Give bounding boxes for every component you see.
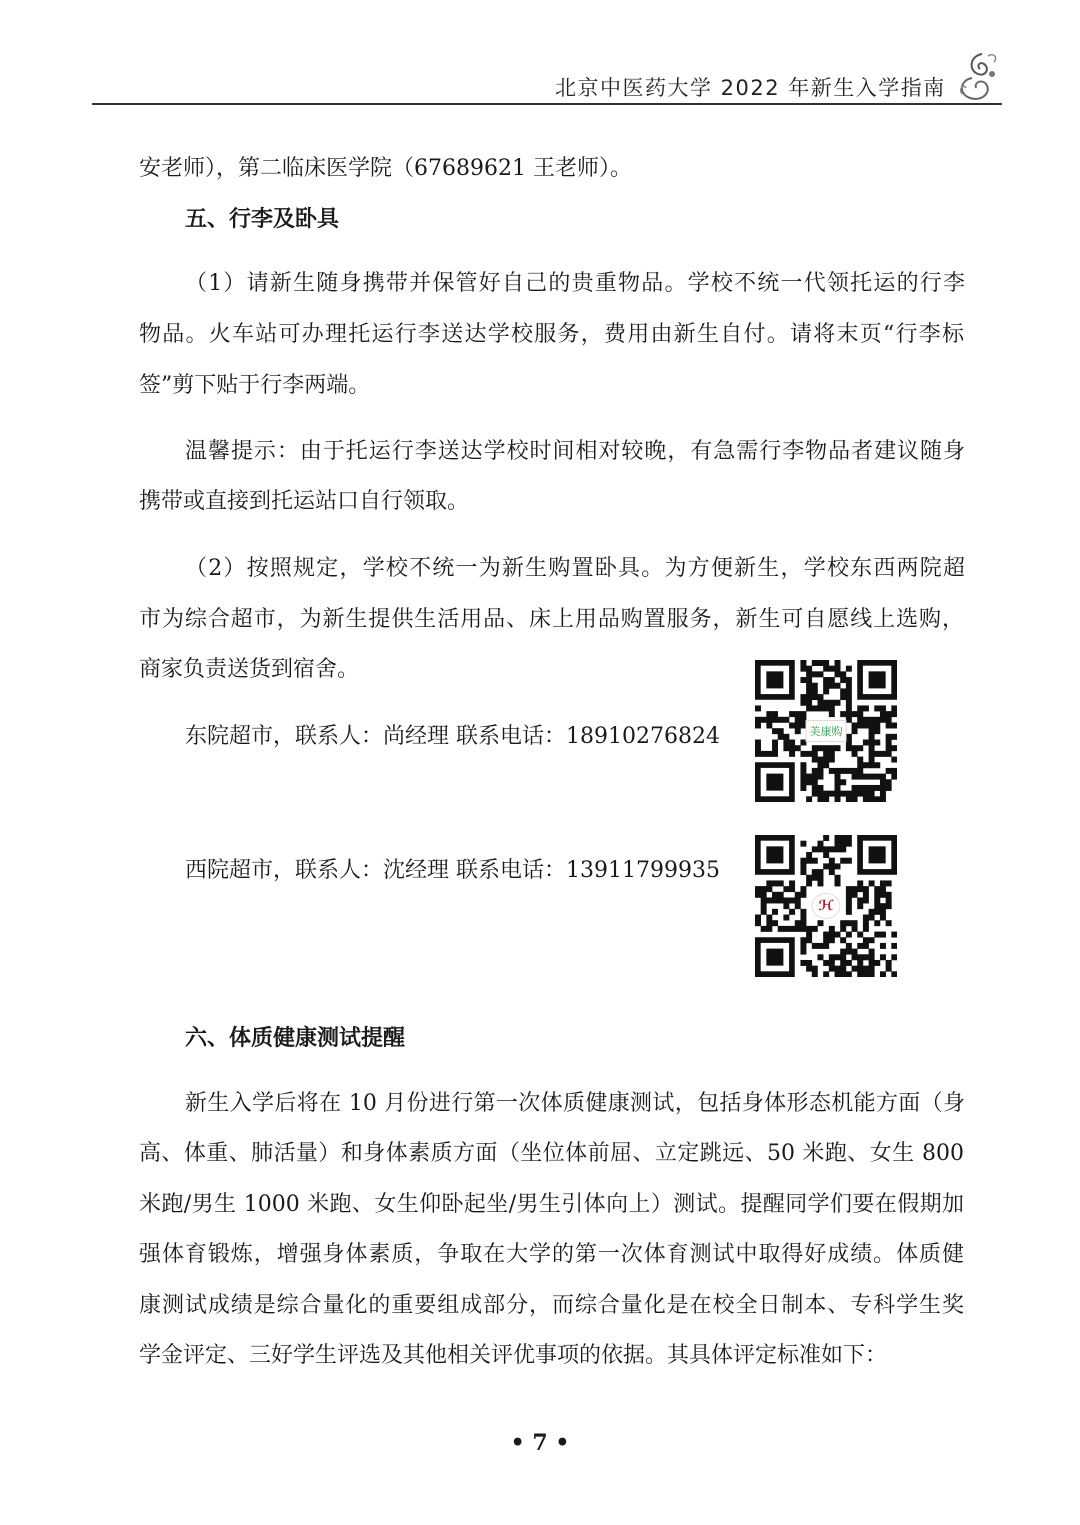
- page-number: • 7 •: [510, 1430, 570, 1456]
- paragraph-line: 签”剪下贴于行李两端。: [139, 373, 371, 398]
- document-header-title: 北京中医药大学 2022 年新生入学指南: [555, 76, 946, 100]
- west-market-contact: 西院超市，联系人：沈经理 联系电话：13911799935: [185, 858, 720, 883]
- floral-ornament-icon: [952, 48, 1002, 104]
- paragraph-continuation: 安老师），第二临床医学院（67689621 王老师）。: [139, 156, 632, 181]
- section-heading-fitness-test: 六、体质健康测试提醒: [185, 1025, 406, 1051]
- paragraph-line: 物品。火车站可办理托运行李送达学校服务，费用由新生自付。请将末页“行李标: [139, 322, 964, 347]
- header-divider: [92, 103, 1002, 105]
- paragraph-line: （1）请新生随身携带并保管好自己的贵重物品。学校不统一代领托运的行李: [185, 271, 965, 296]
- paragraph-line: 高、体重、肺活量）和身体素质方面（坐位体前屈、立定跳远、50 米跑、女生 800: [139, 1141, 964, 1166]
- paragraph-line: 米跑/男生 1000 米跑、女生仰卧起坐/男生引体向上）测试。提醒同学们要在假期加: [139, 1192, 964, 1217]
- paragraph-line: 市为综合超市，为新生提供生活用品、床上用品购置服务，新生可自愿线上选购，: [139, 607, 964, 632]
- paragraph-line: 商家负责送货到宿舍。: [139, 657, 360, 682]
- paragraph-line: 康测试成绩是综合量化的重要组成部分，而综合量化是在校全日制本、专科学生奖: [139, 1293, 964, 1318]
- paragraph-line: 学金评定、三好学生评选及其他相关评优事项的依据。其具体评定标准如下：: [139, 1343, 888, 1368]
- tip-line: 温馨提示：由于托运行李送达学校时间相对较晚，有急需行李物品者建议随身: [185, 439, 965, 464]
- paragraph-line: 强体育锻炼，增强身体素质，争取在大学的第一次体育测试中取得好成绩。体质健: [139, 1242, 964, 1267]
- qr-code-west-market: [755, 835, 897, 977]
- east-market-contact: 东院超市，联系人：尚经理 联系电话：18910276824: [185, 724, 720, 749]
- paragraph-line: （2）按照规定，学校不统一为新生购置卧具。为方便新生，学校东西两院超: [185, 556, 965, 581]
- tip-line: 携带或直接到托运站口自行领取。: [139, 489, 470, 514]
- qr-code-east-market: [755, 660, 897, 802]
- section-heading-luggage: 五、行李及卧具: [185, 206, 340, 232]
- qr-badge-label: 美康购: [806, 720, 847, 742]
- paragraph-line: 新生入学后将在 10 月份进行第一次体质健康测试，包括身体形态机能方面（身: [185, 1091, 965, 1116]
- qr-logo-icon: ℋ: [811, 893, 840, 919]
